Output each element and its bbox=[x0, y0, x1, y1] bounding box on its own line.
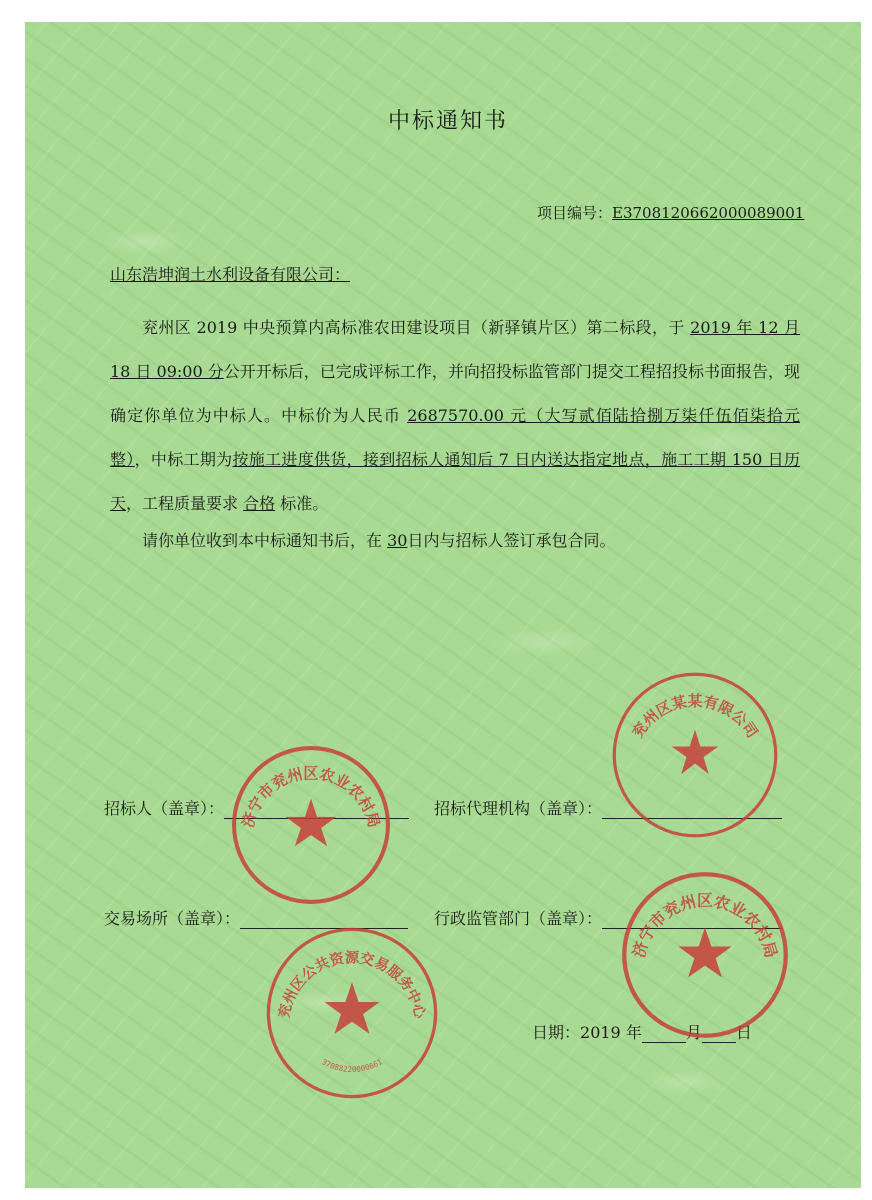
body-text-5: 标准。 bbox=[280, 494, 329, 513]
project-number-label: 项目编号： bbox=[537, 204, 613, 222]
tenderer-stamp-text: 济宁市兖州区农业农村局 bbox=[238, 764, 384, 830]
exchange-label: 交易场所（盖章）： bbox=[104, 909, 241, 928]
contract-instruction bbox=[142, 528, 615, 551]
supervisor-line bbox=[602, 910, 782, 929]
month-line bbox=[642, 1024, 686, 1043]
exchange-stamp-serial: 37088220000661 bbox=[320, 1057, 384, 1075]
day-line bbox=[702, 1024, 736, 1043]
exchange-line bbox=[240, 910, 408, 929]
instruction-text-2: 日内与招标人签订承包合同。 bbox=[407, 531, 616, 550]
body-text-2: 公开开标后，已完成评标工作，并向招投标监管部门提交工程招投标书面报告，现确定你单位为中标人。中标价为人民币 bbox=[110, 362, 800, 425]
tenderer-line bbox=[224, 800, 409, 819]
recipient-name: 山东浩坤润土水利设备有限公司： bbox=[110, 265, 351, 284]
bid-price: 2687570.00 元（大写贰佰陆拾捌万柒仟伍佰柒拾元整） bbox=[110, 406, 800, 469]
tenderer-signature bbox=[104, 796, 409, 819]
tenderer-label: 招标人（盖章）： bbox=[104, 799, 225, 818]
document-paper bbox=[25, 22, 861, 1188]
date-day: 日 bbox=[735, 1023, 752, 1042]
sign-days: 30 bbox=[387, 531, 408, 550]
open-date: 2019 年 12 月 18 日 09:00 分 bbox=[110, 318, 800, 381]
exchange-stamp-text: 兖州区公共资源交易服务中心 bbox=[276, 950, 428, 1020]
quality-requirement: 合格 bbox=[243, 494, 276, 513]
supervisor-stamp-text: 济宁市兖州区农业农村局 bbox=[629, 891, 781, 960]
schedule: 按施工进度供货，接到招标人通知后 7 日内送达指定地点，施工工期 150 日历天 bbox=[110, 450, 800, 513]
agency-signature bbox=[434, 796, 782, 819]
date-row bbox=[532, 1020, 752, 1043]
project-number-value: E3708120662000089001 bbox=[612, 204, 805, 222]
date-month: 月 bbox=[685, 1023, 702, 1042]
exchange-signature bbox=[104, 906, 408, 929]
supervisor-label: 行政监管部门（盖章）： bbox=[434, 909, 603, 928]
date-label: 日期： bbox=[532, 1023, 581, 1042]
agency-line bbox=[602, 800, 782, 819]
agency-stamp-text: 兖州区某某有限公司 bbox=[628, 692, 762, 742]
instruction-text-1: 请你单位收到本中标通知书后，在 bbox=[142, 531, 383, 550]
supervisor-signature bbox=[434, 906, 782, 929]
body-text-1: 兖州区 2019 中央预算内高标准农田建设项目（新驿镇片区）第二标段，于 bbox=[142, 318, 685, 337]
date-year: 2019 年 bbox=[580, 1023, 642, 1042]
agency-label: 招标代理机构（盖章）： bbox=[434, 799, 603, 818]
notice-body bbox=[110, 306, 800, 526]
body-text-3: ，中标工期为 bbox=[134, 450, 233, 469]
document-title: 中标通知书 bbox=[388, 109, 509, 134]
project-number bbox=[537, 202, 804, 223]
body-text-4: ，工程质量要求 bbox=[126, 494, 239, 513]
